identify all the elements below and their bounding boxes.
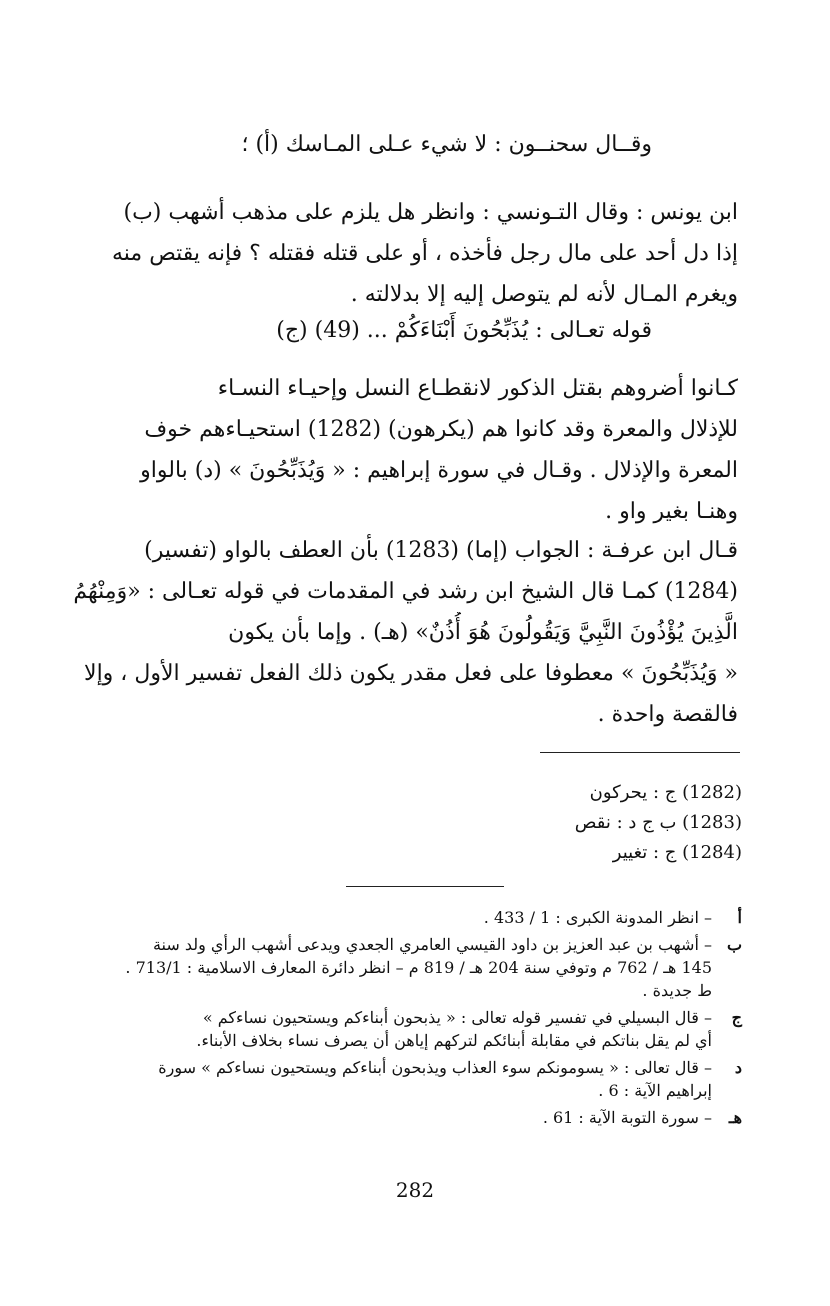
- text-line: ابن يونس : وقال التـونسي : وانظر هل يلزم على مذهب أشهب (ب): [123, 200, 738, 225]
- footnote-line: أي لم يقل بناتكم في مقابلة أبنائكم لتركهم إياهن أن يصرف نساء بخلاف الأبناء.: [196, 1031, 712, 1050]
- text-line: الَّذِينَ يُؤْذُونَ النَّبِيَّ وَيَقُولُونَ هُوَ أُذُنٌ» (هـ) . وإما بأن يكون: [228, 620, 738, 645]
- footnote-line: 145 هـ / 762 م وتوفي سنة 204 هـ / 819 م – انظر دائرة المعارف الاسلامية : 713/1 .: [125, 958, 712, 977]
- footnote-line: ط جديدة .: [642, 981, 712, 1000]
- footnote-marker: د: [734, 1058, 742, 1077]
- footnote: [52, 1106, 742, 1129]
- footnote: [52, 933, 742, 1002]
- text-line: للإذلال والمعرة وقد كانوا هم (يكرهون) (1282) استحيـاءهم خوف: [144, 417, 738, 442]
- paragraph-verse-49: [152, 310, 652, 351]
- text-line: المعرة والإذلال . وقـال في سورة إبراهيم : « وَيُذَبِّحُونَ » (د) بالواو: [140, 458, 738, 483]
- text-line: قوله تعـالى : يُذَبِّحُونَ أَبْنَاءَكُمْ ... (49) (ج): [276, 318, 652, 343]
- footnotes-divider: [346, 886, 504, 887]
- variant-note: (1284) ج : تغيير: [612, 842, 742, 863]
- text-line: قـال ابن عرفـة : الجواب (إما) (1283) بأن العطف بالواو (تفسير): [144, 538, 738, 563]
- manuscript-variants: [442, 778, 742, 868]
- footnote: [52, 1006, 742, 1052]
- variant-note: (1282) ج : يحركون: [589, 782, 742, 803]
- footnote: [52, 906, 742, 929]
- footnote-line: – أشهب بن عبد العزيز بن داود القيسي العامري الجعدي ويدعى أشهب الرأي ولد سنة: [152, 935, 712, 954]
- text-line: كـانوا أضروهم بقتل الذكور لانقطـاع النسل وإحيـاء النسـاء: [217, 376, 738, 401]
- footnotes: [52, 906, 742, 1133]
- footnote-marker: هـ: [728, 1108, 742, 1127]
- footnote-line: – سورة التوبة الآية : 61 .: [542, 1108, 712, 1127]
- paragraph-commentary: [73, 368, 738, 532]
- footnote-line: إبراهيم الآية : 6 .: [598, 1081, 712, 1100]
- page-number: 282: [395, 1178, 435, 1202]
- footnote-line: – قال تعالى : « يسومونكم سوء العذاب ويذبحون أبناءكم ويستحيون نساءكم » سورة: [158, 1058, 712, 1077]
- paragraph-ibn-yunus: [73, 192, 738, 315]
- variant-note: (1283) ب ج د : نقص: [574, 812, 742, 833]
- paragraph-sahnun: [152, 124, 652, 165]
- footnote-marker: ب: [726, 935, 742, 954]
- text-line: إذا دل أحد على مال رجل فأخذه ، أو على قتله فقتله ؟ فإنه يقتص منه: [111, 241, 738, 266]
- footnote-line: – انظر المدونة الكبرى : 1 / 433 .: [483, 908, 712, 927]
- text-line: وهنـا بغير واو .: [605, 499, 738, 524]
- text-line: « وَيُذَبِّحُونَ » معطوفا على فعل مقدر يكون ذلك الفعل تفسير الأول ، وإلا: [84, 661, 738, 686]
- text-line: فالقصة واحدة .: [597, 702, 738, 727]
- footnote-body: [52, 1056, 712, 1102]
- footnote-body: [52, 933, 712, 1002]
- text-line: وقــال سحنــون : لا شيء عـلى المـاسك (أ) ؛: [241, 132, 652, 157]
- text-line: (1284) كمـا قال الشيخ ابن رشد في المقدمات في قوله تعـالى : «وَمِنْهُمُ: [73, 579, 738, 604]
- footnote-marker: ج: [731, 1008, 742, 1027]
- footnote-marker: أ: [737, 908, 742, 927]
- footnote-body: [52, 1006, 712, 1052]
- paragraph-ibn-arafa: [73, 530, 738, 735]
- footnote-body: [52, 1106, 712, 1129]
- footnote-body: [52, 906, 712, 929]
- footnote-line: – قال البسيلي في تفسير قوله تعالى : « يذبحون أبناءكم ويستحيون نساءكم »: [202, 1008, 712, 1027]
- footnote: [52, 1056, 742, 1102]
- variants-divider: [540, 752, 740, 753]
- text-line: ويغرم المـال لأنه لم يتوصل إليه إلا بدلالته .: [350, 282, 738, 307]
